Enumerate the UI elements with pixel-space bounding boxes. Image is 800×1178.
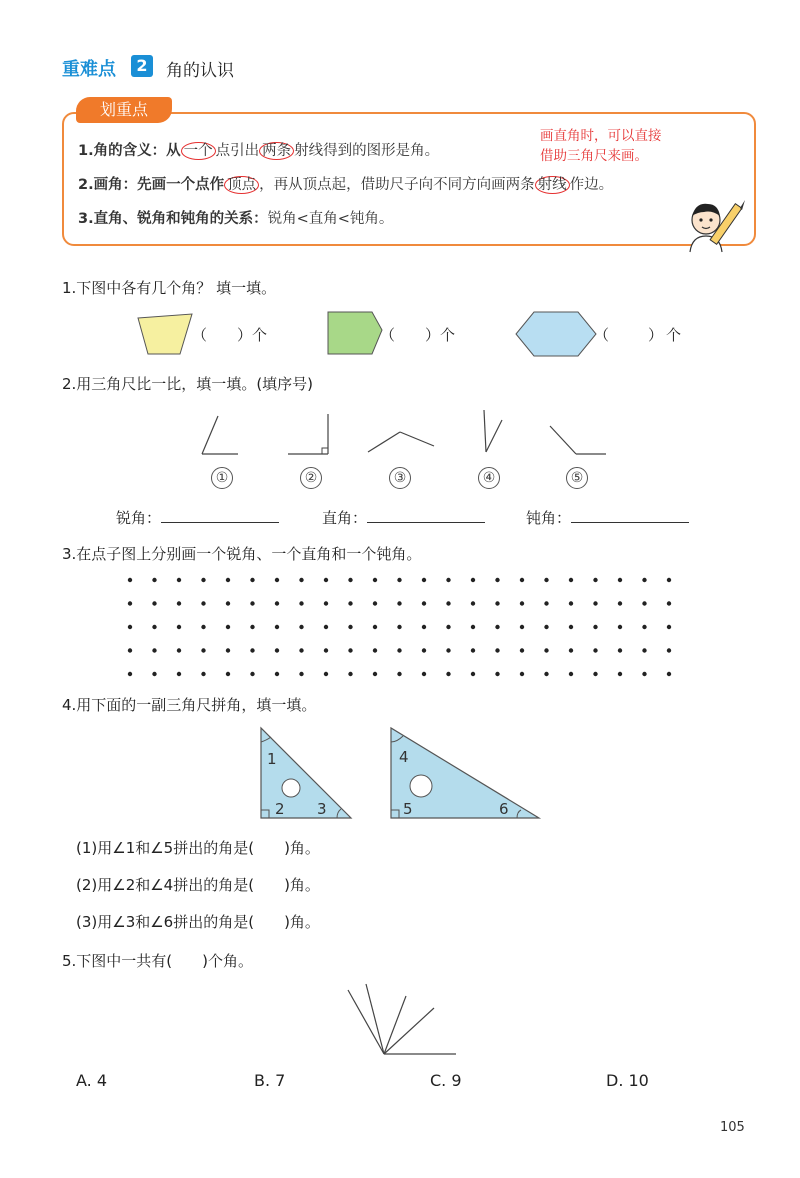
grid-dot[interactable]	[152, 625, 156, 629]
q2-angles	[190, 404, 620, 466]
boy-pencil-illustration	[682, 196, 748, 258]
grid-dot[interactable]	[471, 578, 475, 582]
grid-dot[interactable]	[324, 672, 328, 676]
grid-dot[interactable]	[544, 578, 548, 582]
grid-dot[interactable]	[446, 625, 450, 629]
grid-dot[interactable]	[201, 672, 205, 676]
grid-dot[interactable]	[520, 672, 524, 676]
grid-dot[interactable]	[544, 672, 548, 676]
grid-dot[interactable]	[128, 625, 132, 629]
grid-dot[interactable]	[177, 625, 181, 629]
grid-dot[interactable]	[152, 648, 156, 652]
grid-dot[interactable]	[348, 625, 352, 629]
grid-dot[interactable]	[128, 601, 132, 605]
q5-option-b[interactable]: B. 7	[254, 1071, 286, 1090]
grid-dot[interactable]	[520, 578, 524, 582]
angle-label-1: 1	[267, 750, 277, 768]
grid-dot[interactable]	[226, 601, 230, 605]
grid-dot[interactable]	[152, 601, 156, 605]
grid-dot[interactable]	[299, 672, 303, 676]
grid-dot[interactable]	[446, 672, 450, 676]
grid-dot[interactable]	[373, 601, 377, 605]
grid-dot[interactable]	[275, 625, 279, 629]
grid-dot[interactable]	[250, 601, 254, 605]
grid-dot[interactable]	[593, 625, 597, 629]
grid-dot[interactable]	[348, 672, 352, 676]
q1-title: 1.下图中各有几个角？ 填一填。	[62, 279, 277, 297]
grid-dot[interactable]	[226, 672, 230, 676]
grid-dot[interactable]	[373, 648, 377, 652]
grid-dot[interactable]	[520, 648, 524, 652]
q5-title: 5.下图中一共有( )个角。	[62, 952, 254, 970]
angle-label-4: 4	[399, 748, 409, 766]
grid-dot[interactable]	[422, 578, 426, 582]
grid-dot[interactable]	[446, 601, 450, 605]
q2-angle-1	[202, 416, 238, 454]
grid-dot[interactable]	[250, 625, 254, 629]
angle-label-2: 2	[275, 800, 285, 818]
grid-dot[interactable]	[667, 578, 671, 582]
grid-dot[interactable]	[667, 625, 671, 629]
q4-title: 4.用下面的一副三角尺拼角，填一填。	[62, 696, 317, 714]
q5-option-c[interactable]: C. 9	[430, 1071, 462, 1090]
grid-dot[interactable]	[324, 578, 328, 582]
grid-dot[interactable]	[275, 601, 279, 605]
grid-dot[interactable]	[422, 672, 426, 676]
grid-dot[interactable]	[226, 648, 230, 652]
q5-option-a[interactable]: A. 4	[76, 1071, 108, 1090]
grid-dot[interactable]	[373, 672, 377, 676]
grid-dot[interactable]	[569, 578, 573, 582]
grid-dot[interactable]	[177, 648, 181, 652]
q1-quadrilateral	[136, 310, 196, 358]
grid-dot[interactable]	[397, 672, 401, 676]
grid-dot[interactable]	[667, 601, 671, 605]
grid-dot[interactable]	[201, 601, 205, 605]
grid-dot[interactable]	[593, 578, 597, 582]
grid-dot[interactable]	[642, 578, 646, 582]
grid-dot[interactable]	[177, 578, 181, 582]
q2-right-answer[interactable]: 直角：	[322, 507, 485, 528]
section-number: 2	[131, 55, 153, 77]
grid-dot[interactable]	[397, 578, 401, 582]
grid-dot[interactable]	[348, 601, 352, 605]
grid-dot[interactable]	[275, 578, 279, 582]
grid-dot[interactable]	[177, 601, 181, 605]
grid-dot[interactable]	[471, 601, 475, 605]
q2-num-4: ④	[478, 467, 500, 489]
grid-dot[interactable]	[544, 601, 548, 605]
grid-dot[interactable]	[299, 625, 303, 629]
grid-dot[interactable]	[642, 648, 646, 652]
grid-dot[interactable]	[422, 601, 426, 605]
q2-title: 2.用三角尺比一比，填一填。(填序号)	[62, 375, 314, 393]
grid-dot[interactable]	[667, 672, 671, 676]
grid-dot[interactable]	[569, 601, 573, 605]
grid-dot[interactable]	[397, 648, 401, 652]
grid-dot[interactable]	[152, 672, 156, 676]
grid-dot[interactable]	[495, 672, 499, 676]
q2-angle-2	[288, 414, 328, 454]
grid-dot[interactable]	[569, 672, 573, 676]
q1-blank-3[interactable]: （ ）个	[594, 326, 685, 344]
grid-dot[interactable]	[544, 648, 548, 652]
q3-title: 3.在点子图上分别画一个锐角、一个直角和一个钝角。	[62, 545, 422, 563]
grid-dot[interactable]	[397, 625, 401, 629]
q1-blank-2[interactable]: （ ）个	[380, 326, 456, 344]
q2-num-2: ②	[300, 467, 322, 489]
q5-rays	[340, 980, 460, 1060]
section-label: 重难点	[62, 59, 116, 80]
grid-dot[interactable]	[324, 648, 328, 652]
grid-dot[interactable]	[618, 648, 622, 652]
grid-dot[interactable]	[569, 625, 573, 629]
q2-angle-3	[368, 432, 434, 452]
grid-dot[interactable]	[520, 625, 524, 629]
grid-dot[interactable]	[422, 625, 426, 629]
grid-dot[interactable]	[275, 648, 279, 652]
grid-dot[interactable]	[618, 672, 622, 676]
grid-dot[interactable]	[495, 601, 499, 605]
teacher-note: 画直角时，可以直接 借助三角尺来画。	[540, 128, 662, 164]
grid-dot[interactable]	[618, 578, 622, 582]
q5-option-d[interactable]: D. 10	[606, 1071, 649, 1090]
grid-dot[interactable]	[299, 648, 303, 652]
grid-dot[interactable]	[397, 601, 401, 605]
q2-obtuse-answer[interactable]: 钝角：	[526, 507, 689, 528]
section-title: 角的认识	[166, 61, 234, 81]
grid-dot[interactable]	[667, 648, 671, 652]
grid-dot[interactable]	[275, 672, 279, 676]
grid-dot[interactable]	[299, 578, 303, 582]
grid-dot[interactable]	[569, 648, 573, 652]
grid-dot[interactable]	[520, 601, 524, 605]
grid-dot[interactable]	[128, 578, 132, 582]
grid-dot[interactable]	[593, 648, 597, 652]
grid-dot[interactable]	[250, 672, 254, 676]
grid-dot[interactable]	[422, 648, 426, 652]
triangle-30-60	[391, 728, 539, 818]
grid-dot[interactable]	[201, 648, 205, 652]
angle-label-3: 3	[317, 800, 327, 818]
grid-dot[interactable]	[495, 648, 499, 652]
grid-dot[interactable]	[348, 578, 352, 582]
q4-item-1[interactable]: (1)用∠1和∠5拼出的角是( )角。	[76, 839, 320, 857]
q2-num-1: ①	[211, 467, 233, 489]
q2-num-3: ③	[389, 467, 411, 489]
grid-dot[interactable]	[593, 601, 597, 605]
q2-angle-4	[484, 410, 502, 452]
q2-num-5: ⑤	[566, 467, 588, 489]
grid-dot[interactable]	[495, 625, 499, 629]
grid-dot[interactable]	[324, 601, 328, 605]
q4-item-2[interactable]: (2)用∠2和∠4拼出的角是( )角。	[76, 876, 320, 894]
key-point-3: 3.直角、锐角和钝角的关系：锐角<直角<钝角。	[78, 211, 394, 227]
grid-dot[interactable]	[544, 625, 548, 629]
grid-dot[interactable]	[250, 648, 254, 652]
grid-dot[interactable]	[373, 625, 377, 629]
grid-dot[interactable]	[128, 672, 132, 676]
q1-blank-1[interactable]: （ ）个	[192, 326, 268, 344]
key-point-1: 1.角的含义：从 一个 点引出 两条 射线得到的图形是角。	[78, 143, 440, 159]
q2-acute-answer[interactable]: 锐角：	[116, 507, 279, 528]
grid-dot[interactable]	[128, 648, 132, 652]
grid-dot[interactable]	[593, 672, 597, 676]
grid-dot[interactable]	[348, 648, 352, 652]
key-point-2: 2.画角：先画一个点作 顶点 ，再从顶点起，借助尺子向不同方向画两条 射线 作边。	[78, 177, 614, 193]
grid-dot[interactable]	[471, 648, 475, 652]
grid-dot[interactable]	[618, 625, 622, 629]
grid-dot[interactable]	[471, 625, 475, 629]
key-points-tag: 划重点	[76, 97, 172, 123]
grid-dot[interactable]	[618, 601, 622, 605]
page-number: 105	[720, 1120, 745, 1135]
angle-label-5: 5	[403, 800, 413, 818]
grid-dot[interactable]	[446, 578, 450, 582]
grid-dot[interactable]	[201, 578, 205, 582]
grid-dot[interactable]	[177, 672, 181, 676]
q4-item-3[interactable]: (3)用∠3和∠6拼出的角是( )角。	[76, 913, 320, 931]
grid-dot[interactable]	[642, 672, 646, 676]
grid-dot[interactable]	[324, 625, 328, 629]
set-squares	[255, 724, 545, 824]
q1-hexagon	[514, 310, 598, 358]
grid-dot[interactable]	[373, 578, 377, 582]
grid-dot[interactable]	[201, 625, 205, 629]
grid-dot[interactable]	[226, 578, 230, 582]
q2-angle-5	[550, 426, 606, 454]
angle-label-6: 6	[499, 800, 509, 818]
dot-grid[interactable]	[120, 572, 690, 684]
q1-pentagon	[326, 310, 384, 358]
grid-dot[interactable]	[495, 578, 499, 582]
grid-dot[interactable]	[152, 578, 156, 582]
grid-dot[interactable]	[446, 648, 450, 652]
grid-dot[interactable]	[250, 578, 254, 582]
grid-dot[interactable]	[299, 601, 303, 605]
grid-dot[interactable]	[226, 625, 230, 629]
grid-dot[interactable]	[471, 672, 475, 676]
grid-dot[interactable]	[642, 625, 646, 629]
grid-dot[interactable]	[642, 601, 646, 605]
